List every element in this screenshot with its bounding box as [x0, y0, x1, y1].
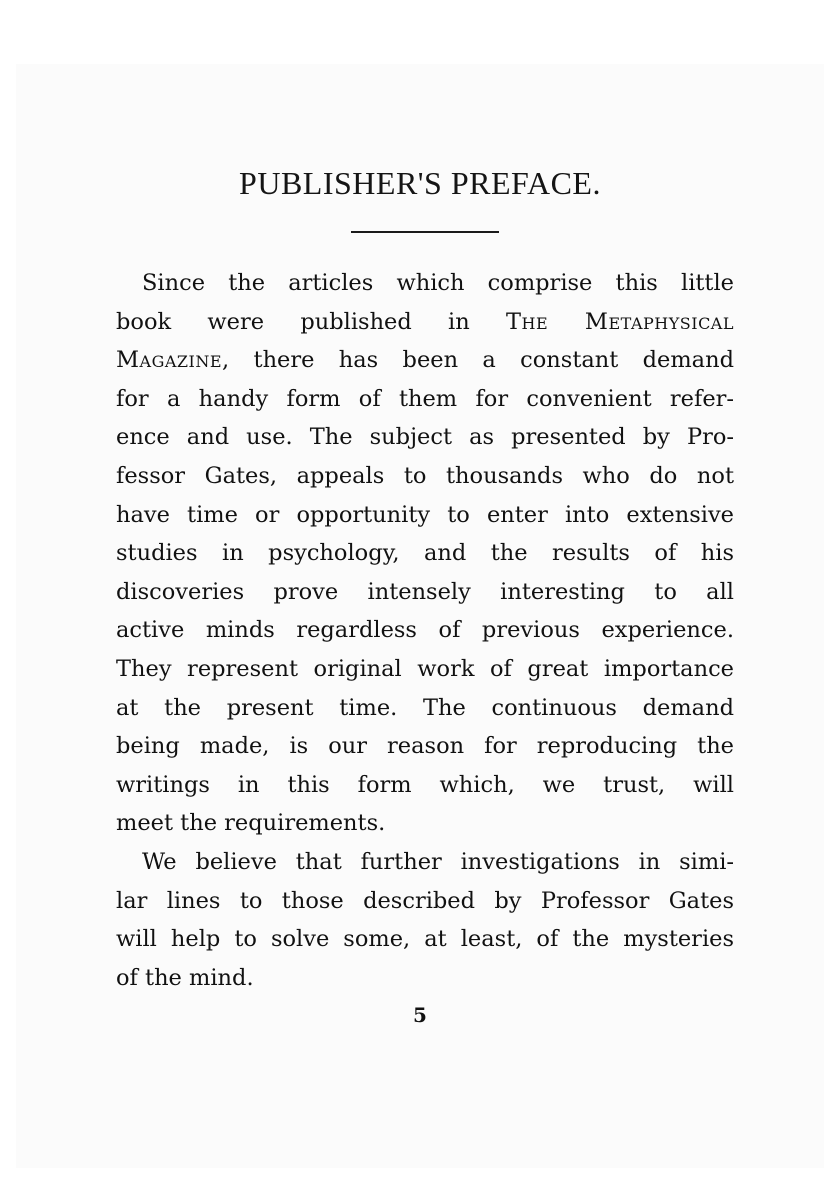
text-line: lar lines to those described by Professor Gates [116, 887, 734, 914]
text-line: We believe that further investigations in simi- [142, 848, 734, 875]
text-line: at the present time. The continuous demand [116, 694, 734, 721]
text-line [116, 341, 734, 380]
text-line: ence and use. The subject as presented by Pro- [116, 424, 734, 451]
page-title: PUBLISHER'S PREFACE. [239, 165, 601, 201]
text-line: have time or opportunity to enter into extensive [116, 501, 734, 528]
text-line: Since the articles which comprise this little [142, 270, 734, 296]
text-line: for a handy form of them for convenient refer- [116, 385, 734, 412]
text-fragment: , there has been a constant demand [222, 347, 734, 374]
text-line: active minds regardless of previous experience. [116, 617, 734, 644]
text-line: They represent original work of great importance [116, 655, 734, 682]
text-line [116, 303, 734, 342]
text-line: of the mind. [116, 964, 254, 991]
text-line: fessor Gates, appeals to thousands who do not [116, 462, 734, 489]
text-fragment: book were published in [116, 308, 507, 335]
text-line: writings in this form which, we trust, will [116, 771, 734, 798]
magazine-name: Magazine [116, 347, 223, 374]
paragraph-1 [116, 264, 734, 843]
magazine-name: The Metaphysical [506, 308, 734, 335]
text-line: discoveries prove intensely interesting to all [116, 578, 734, 605]
page-number: 5 [413, 1003, 427, 1027]
paragraph-2 [116, 843, 734, 997]
text-line: studies in psychology, and the results of his [116, 540, 734, 567]
text-line: meet the requirements. [116, 810, 386, 837]
text-line: will help to solve some, at least, of the mysteries [116, 926, 734, 953]
text-line: being made, is our reason for reproducing the [116, 733, 734, 760]
preface-body [116, 264, 734, 997]
title-rule [351, 231, 499, 233]
